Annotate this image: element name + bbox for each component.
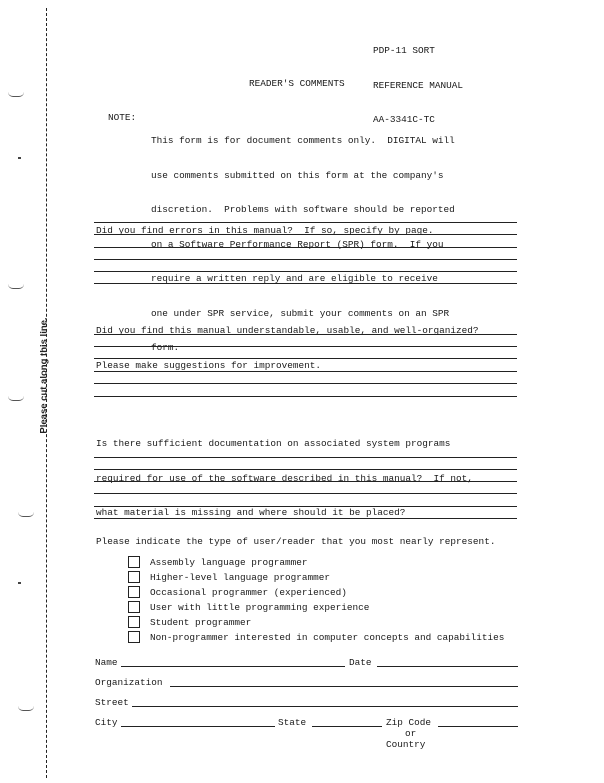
answer-line[interactable] xyxy=(94,481,517,482)
organization-field[interactable] xyxy=(170,686,518,687)
question-line: what material is missing and where should it be placed? xyxy=(96,507,406,518)
option-label: User with little programming experience xyxy=(150,602,370,613)
option-label: Student programmer xyxy=(150,617,252,628)
note-line: This form is for document comments only. DIGITAL will xyxy=(151,135,455,146)
checkbox-non-programmer[interactable] xyxy=(128,631,140,643)
answer-line[interactable] xyxy=(94,283,517,284)
state-label: State xyxy=(278,717,307,728)
country-label: Country xyxy=(386,739,426,750)
option-label: Higher-level language programmer xyxy=(150,572,331,583)
zip-code-field[interactable] xyxy=(438,726,518,727)
answer-line[interactable] xyxy=(94,334,517,335)
question-line: Did you find errors in this manual? If so, specify by page. xyxy=(96,225,434,236)
note-line: use comments submitted on this form at the company's xyxy=(151,169,444,181)
or-label: or xyxy=(405,728,417,739)
note-label: NOTE: xyxy=(108,112,137,123)
checkbox-higher-level[interactable] xyxy=(128,571,140,583)
organization-label: Organization xyxy=(95,677,163,688)
option-label: Assembly language programmer xyxy=(150,557,308,568)
answer-line[interactable] xyxy=(94,506,517,507)
answer-line[interactable] xyxy=(94,247,517,248)
question-line: Please make suggestions for improvement. xyxy=(96,359,322,371)
answer-line[interactable] xyxy=(94,346,517,347)
date-field[interactable] xyxy=(377,666,518,667)
user-type-prompt: Please indicate the type of user/reader that you most nearly represent. xyxy=(96,536,496,547)
binding-mark xyxy=(8,92,24,97)
answer-line[interactable] xyxy=(94,457,517,458)
checkbox-assembly[interactable] xyxy=(128,556,140,568)
answer-line[interactable] xyxy=(94,271,517,272)
answer-line[interactable] xyxy=(94,383,517,384)
question-line: Is there sufficient documentation on associated system programs xyxy=(96,438,451,449)
checkbox-little-experience[interactable] xyxy=(128,601,140,613)
answer-line[interactable] xyxy=(94,469,517,470)
question-errors xyxy=(96,202,434,248)
answer-line[interactable] xyxy=(94,371,517,372)
checkbox-student[interactable] xyxy=(128,616,140,628)
answer-line[interactable] xyxy=(94,222,517,223)
option-label: Occasional programmer (experienced) xyxy=(150,587,347,598)
header-order-number: AA-3341C-TC xyxy=(373,114,435,125)
name-field[interactable] xyxy=(121,666,345,667)
stray-mark xyxy=(18,157,21,159)
header-product: PDP-11 SORT xyxy=(373,45,435,56)
note-line: discretion. Problems with software should be reported xyxy=(151,204,455,215)
street-label: Street xyxy=(95,697,129,708)
cut-instruction: Please cut along this line. xyxy=(38,317,50,434)
answer-line[interactable] xyxy=(94,396,517,397)
zip-code-label: Zip Code xyxy=(386,717,432,728)
answer-line[interactable] xyxy=(94,234,517,235)
header-manual-type: REFERENCE MANUAL xyxy=(373,79,464,91)
note-line: form. xyxy=(151,342,180,353)
answer-line[interactable] xyxy=(94,358,517,359)
answer-line[interactable] xyxy=(94,518,517,519)
city-field[interactable] xyxy=(121,726,275,727)
answer-line[interactable] xyxy=(94,493,517,494)
binding-mark xyxy=(18,706,34,711)
note-line: one under SPR service, submit your comments on an SPR xyxy=(151,307,450,319)
note-line: require a written reply and are eligible to receive xyxy=(151,273,438,284)
binding-mark xyxy=(18,512,34,517)
stray-mark xyxy=(18,582,21,584)
date-label: Date xyxy=(349,657,372,668)
city-label: City xyxy=(95,717,118,728)
page-title: READER'S COMMENTS xyxy=(249,78,345,89)
binding-mark xyxy=(8,284,24,289)
note-line: on a Software Performance Report (SPR) form. If you xyxy=(151,238,444,250)
checkbox-occasional[interactable] xyxy=(128,586,140,598)
option-label: Non-programmer interested in computer concepts and capabilities xyxy=(150,632,505,643)
state-field[interactable] xyxy=(312,726,382,727)
question-documentation xyxy=(96,415,473,530)
street-field[interactable] xyxy=(132,706,518,707)
name-label: Name xyxy=(95,657,118,668)
question-line: required for use of the software described in this manual? If not, xyxy=(96,472,473,484)
question-line: Did you find this manual understandable, usable, and well-organized? xyxy=(96,325,479,336)
binding-mark xyxy=(8,396,24,401)
answer-line[interactable] xyxy=(94,259,517,260)
